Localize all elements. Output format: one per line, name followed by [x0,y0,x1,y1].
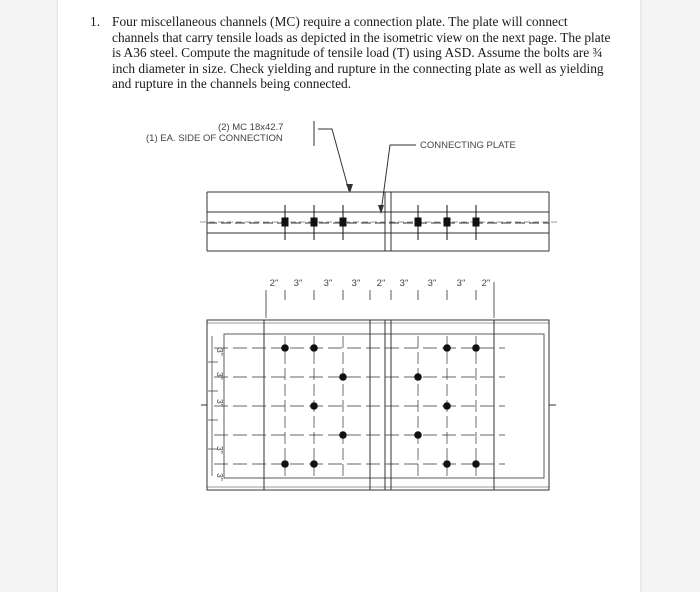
bolt [472,460,480,468]
bolt [281,460,289,468]
bolt [281,344,289,352]
bolt [310,460,318,468]
dim-label: 3" [215,348,225,356]
problem-line: and rupture in the channels being connected. [112,76,352,92]
bolt [310,344,318,352]
gauge-lines [214,348,505,464]
channel-label: (2) MC 18x42.7 [218,122,284,133]
bolt [414,373,422,381]
problem-line: is A36 steel. Compute the magnitude of tensile load (T) using ASD. Assume the bolts are ¾ [112,45,603,61]
dim-label: 3" [427,278,437,289]
plate-label: CONNECTING PLATE [420,140,516,151]
plan-view [201,320,556,490]
elevation-view [200,192,560,251]
dim-label: 3" [456,278,466,289]
bolt [414,431,422,439]
top-dimension-labels [270,278,491,289]
dim-label: 3" [215,399,225,407]
dim-label: 3" [215,446,225,454]
side-dimension-labels [215,348,225,481]
plan-bolts [281,344,480,468]
bolt [339,431,347,439]
dim-label: 3" [293,278,303,289]
dim-label: 3" [399,278,409,289]
bolt [443,460,451,468]
problem-line: channels that carry tensile loads as depicted in the isometric view on the next page. The plate [112,29,611,45]
bolt [472,344,480,352]
leader-lines [314,121,416,214]
dim-label: 3" [351,278,361,289]
bolt [339,373,347,381]
bolt [310,402,318,410]
dim-label: 3" [323,278,333,289]
side-label: (1) EA. SIDE OF CONNECTION [146,133,283,144]
dim-label: 2" [269,278,279,289]
problem-number: 1. [90,14,101,29]
problem-line: Four miscellaneous channels (MC) require a connection plate. The plate will connect [112,14,568,29]
dim-label: 3" [215,473,225,481]
dim-label: 3" [215,372,225,380]
bolt [443,344,451,352]
bolt [443,402,451,410]
problem-line: inch diameter in size. Check yielding and rupture in the connecting plate as well as yielding [112,60,604,76]
dim-label: 2" [481,278,491,289]
dim-label: 2" [376,278,386,289]
